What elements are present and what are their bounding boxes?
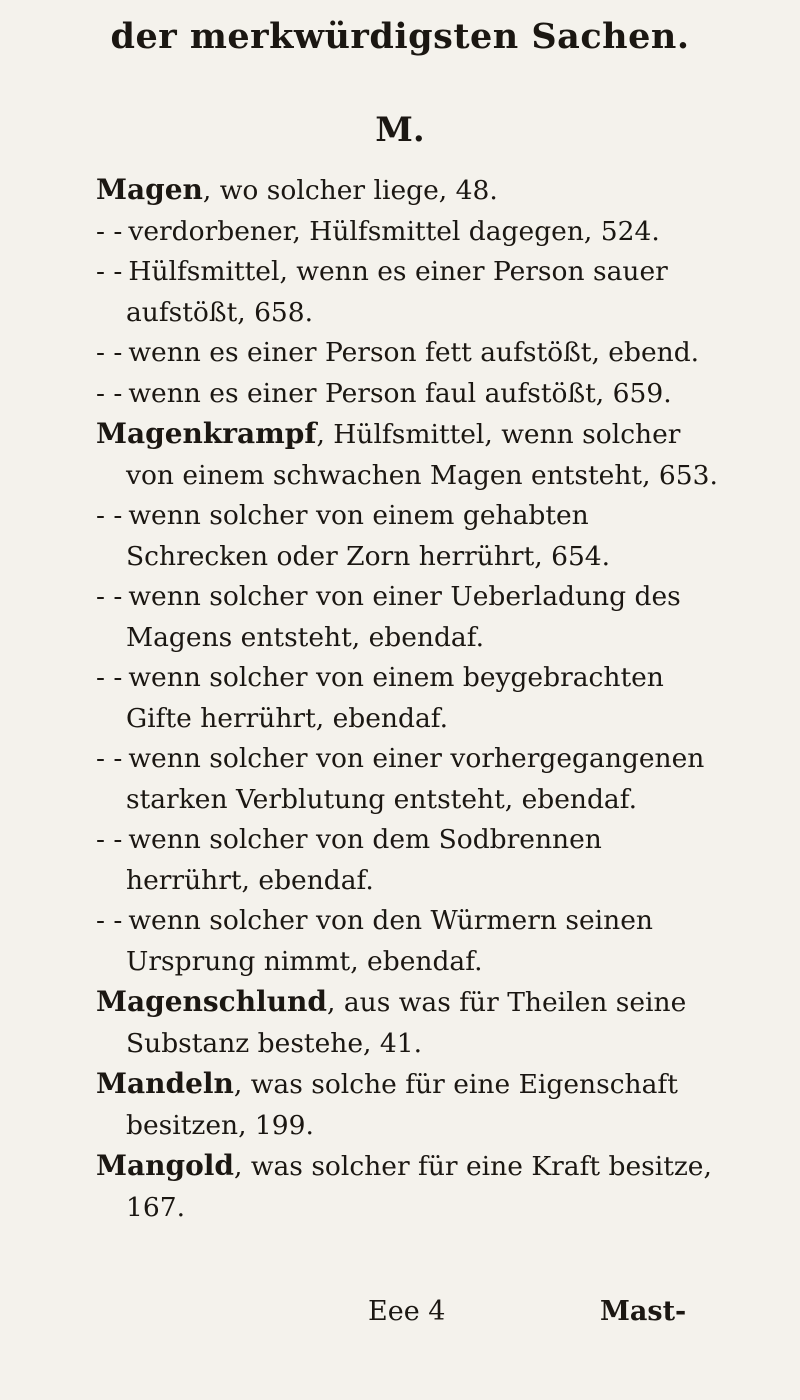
running-head: der merkwürdigsten Sachen.: [110, 16, 690, 57]
entry-dash: - -: [96, 581, 123, 612]
entry-dash: - -: [96, 824, 123, 855]
entry-dash: - -: [96, 377, 123, 409]
index-entry: [96, 1146, 722, 1228]
signature-mark: Eee 4: [368, 1296, 446, 1327]
entry-dash: - -: [96, 743, 123, 774]
index-subentry: [96, 374, 722, 415]
entry-dash: - -: [96, 662, 123, 693]
entry-headword: Magen: [96, 173, 203, 206]
entry-text: wenn solcher von einer vorhergegangenen starken Verblutung entsteht, ebendaf.: [126, 743, 705, 815]
index-entry: [96, 1064, 722, 1146]
entry-text: Hülfsmittel, wenn es einer Person sauer aufstößt, 658.: [126, 256, 668, 328]
index-subentry: [96, 577, 722, 658]
entry-dash: - -: [96, 337, 123, 368]
entry-text: , Hülfsmittel, wenn solcher von einem schwachen Magen entsteht, 653.: [126, 419, 718, 491]
index-entry: [96, 170, 722, 212]
index-entries: [96, 170, 722, 1228]
entry-text: verdorbener, Hülfsmittel dagegen, 524.: [128, 215, 660, 247]
index-subentry: [96, 901, 722, 982]
index-subentry: [96, 820, 722, 901]
entry-text: wenn es einer Person fett aufstößt, ebend.: [128, 337, 700, 368]
index-subentry: [96, 496, 722, 577]
entry-dash: - -: [96, 905, 123, 936]
entry-dash: - -: [96, 256, 123, 287]
index-subentry: [96, 252, 722, 333]
entry-text: wenn solcher von einem beygebrachten Gifte herrührt, ebendaf.: [126, 662, 664, 734]
entry-headword: Mangold: [96, 1149, 234, 1182]
index-subentry: [96, 658, 722, 739]
entry-text: wenn solcher von einem gehabten Schrecken oder Zorn herrührt, 654.: [126, 500, 611, 572]
entry-text: , was solche für eine Eigenschaft besitzen, 199.: [126, 1069, 678, 1141]
index-subentry: [96, 333, 722, 374]
index-subentry: [96, 739, 722, 820]
entry-text: wenn solcher von einer Ueberladung des Magens entsteht, ebendaf.: [126, 581, 681, 653]
page-footer: [0, 1296, 800, 1336]
catchword: Mast-: [600, 1296, 687, 1327]
entry-headword: Magenschlund: [96, 985, 327, 1018]
entry-dash: - -: [96, 500, 123, 531]
entry-headword: Magenkrampf: [96, 417, 317, 450]
entry-headword: Mandeln: [96, 1067, 234, 1100]
entry-text: wenn solcher von den Würmern seinen Ursprung nimmt, ebendaf.: [126, 905, 653, 977]
entry-dash: - -: [96, 215, 123, 247]
section-letter: M.: [375, 110, 425, 150]
index-subentry: [96, 212, 722, 253]
entry-text: , aus was für Theilen seine Substanz bestehe, 41.: [126, 987, 687, 1059]
entry-text: wenn es einer Person faul aufstößt, 659.: [128, 377, 672, 409]
index-entry: [96, 414, 722, 496]
entry-text: , was solcher für eine Kraft besitze, 167.: [126, 1151, 712, 1223]
index-entry: [96, 982, 722, 1064]
entry-text: wenn solcher von dem Sodbrennen herrührt, ebendaf.: [126, 824, 602, 896]
entry-text: , wo solcher liege, 48.: [202, 175, 498, 206]
